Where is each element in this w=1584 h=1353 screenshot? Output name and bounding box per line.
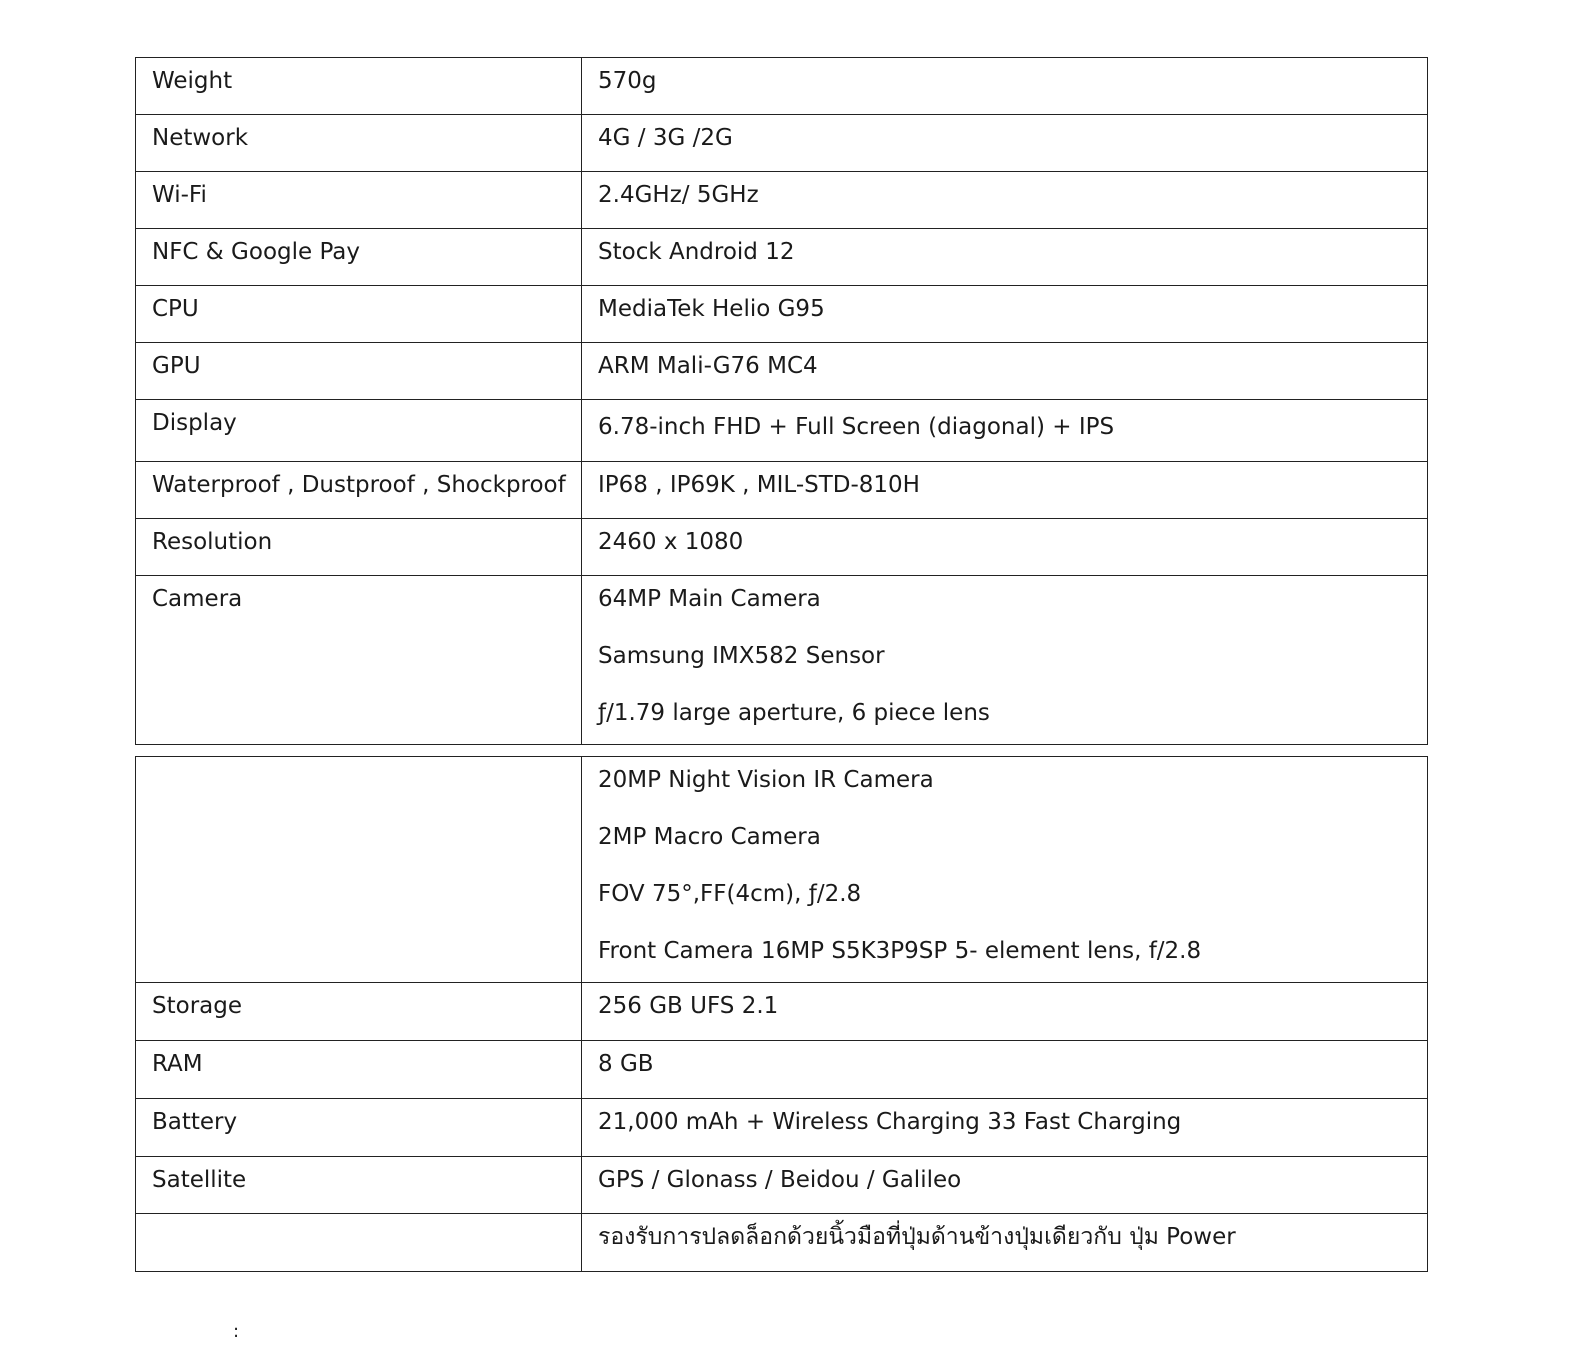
spec-value xyxy=(582,519,1428,576)
spec-value xyxy=(582,58,1428,115)
table-row xyxy=(136,1214,1428,1272)
spec-value xyxy=(582,462,1428,519)
table-row xyxy=(136,983,1428,1041)
spec-label: Waterproof , Dustproof , Shockproof xyxy=(136,462,582,519)
spec-value-line: Samsung IMX582 Sensor xyxy=(598,643,885,669)
spec-label: GPU xyxy=(136,343,582,400)
spec-value-line: 256 GB UFS 2.1 xyxy=(598,993,779,1019)
spec-value xyxy=(582,1157,1428,1214)
spec-value xyxy=(582,172,1428,229)
spec-value xyxy=(582,1099,1428,1157)
spec-value-line: 2460 x 1080 xyxy=(598,529,744,555)
spec-value-line: Front Camera 16MP S5K3P9SP 5- element lens, f/2.8 xyxy=(598,938,1202,964)
spec-value-line: 64MP Main Camera xyxy=(598,586,821,612)
spec-value-line: 20MP Night Vision IR Camera xyxy=(598,767,934,793)
footer-colon: : xyxy=(233,1321,240,1342)
spec-value xyxy=(582,343,1428,400)
spec-value xyxy=(582,229,1428,286)
spec-value-line: IP68 , IP69K , MIL-STD-810H xyxy=(598,472,920,498)
spec-label: NFC & Google Pay xyxy=(136,229,582,286)
spec-table-1 xyxy=(135,57,1428,745)
spec-label: Weight xyxy=(136,58,582,115)
spec-label: Resolution xyxy=(136,519,582,576)
spec-label: Satellite xyxy=(136,1157,582,1214)
spec-value-line: 8 GB xyxy=(598,1051,654,1077)
spec-value-line: MediaTek Helio G95 xyxy=(598,296,825,322)
table-row xyxy=(136,115,1428,172)
spec-label: Storage xyxy=(136,983,582,1041)
spec-value xyxy=(582,1041,1428,1099)
table-row xyxy=(136,286,1428,343)
table-row xyxy=(136,172,1428,229)
table-row xyxy=(136,1099,1428,1157)
table-row xyxy=(136,1041,1428,1099)
spec-label: Display xyxy=(136,400,582,462)
spec-value-line: Stock Android 12 xyxy=(598,239,795,265)
spec-value-line: ƒ/1.79 large aperture, 6 piece lens xyxy=(598,700,990,726)
spec-label: RAM xyxy=(136,1041,582,1099)
table-row xyxy=(136,519,1428,576)
spec-value xyxy=(582,400,1428,462)
spec-value-line: ARM Mali-G76 MC4 xyxy=(598,353,818,379)
table-row xyxy=(136,58,1428,115)
spec-value-line: GPS / Glonass / Beidou / Galileo xyxy=(598,1167,962,1193)
table-row xyxy=(136,462,1428,519)
spec-label xyxy=(136,757,582,983)
spec-label: Wi-Fi xyxy=(136,172,582,229)
table-row xyxy=(136,757,1428,983)
spec-table-2 xyxy=(135,756,1428,1272)
table-row xyxy=(136,343,1428,400)
spec-value xyxy=(582,115,1428,172)
spec-value-line: 2MP Macro Camera xyxy=(598,824,821,850)
table-row xyxy=(136,576,1428,745)
spec-value-line: 21,000 mAh + Wireless Charging 33 Fast Charging xyxy=(598,1109,1182,1135)
spec-value-line: 4G / 3G /2G xyxy=(598,125,733,151)
spec-value-line: 570g xyxy=(598,68,657,94)
table-row xyxy=(136,1157,1428,1214)
spec-label xyxy=(136,1214,582,1272)
spec-value xyxy=(582,757,1428,983)
spec-value xyxy=(582,983,1428,1041)
spec-label: Network xyxy=(136,115,582,172)
table-row xyxy=(136,229,1428,286)
spec-value xyxy=(582,1214,1428,1272)
spec-label: CPU xyxy=(136,286,582,343)
spec-value-line: FOV 75°,FF(4cm), ƒ/2.8 xyxy=(598,881,862,907)
spec-value-line: 2.4GHz/ 5GHz xyxy=(598,182,759,208)
spec-value-line: รองรับการปลดล็อกด้วยนิ้วมือที่ปุ่มด้านข้างปุ่มเดียวกับ ปุ่ม Power xyxy=(598,1224,1236,1250)
table-row xyxy=(136,400,1428,462)
spec-value xyxy=(582,286,1428,343)
spec-label: Camera xyxy=(136,576,582,745)
spec-label: Battery xyxy=(136,1099,582,1157)
spec-value xyxy=(582,576,1428,745)
spec-value-line: 6.78-inch FHD + Full Screen (diagonal) + IPS xyxy=(598,414,1115,440)
